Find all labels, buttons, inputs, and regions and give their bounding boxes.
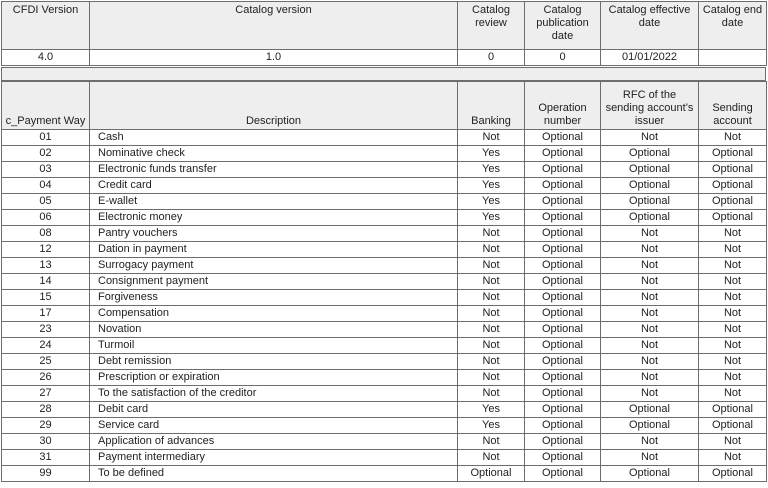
sending-account-value: Not — [699, 450, 767, 466]
operation-number-value: Optional — [525, 290, 601, 306]
payment-description: Dation in payment — [90, 242, 458, 258]
payment-description: Application of advances — [90, 434, 458, 450]
sending-account-value: Optional — [699, 146, 767, 162]
table-row — [2, 146, 767, 162]
operation-number-value: Optional — [525, 258, 601, 274]
banking-value: Not — [458, 226, 525, 242]
table-row — [2, 226, 767, 242]
rfc-issuer-value: Not — [601, 290, 699, 306]
banking-value: Not — [458, 130, 525, 146]
banking-value: Not — [458, 306, 525, 322]
table-row — [2, 354, 767, 370]
rfc-issuer-value: Not — [601, 434, 699, 450]
operation-number-value: Optional — [525, 434, 601, 450]
header-banking: Banking — [458, 82, 525, 130]
catalog-publication-date-value: 0 — [525, 50, 601, 66]
banking-value: Yes — [458, 402, 525, 418]
sending-account-value: Optional — [699, 162, 767, 178]
sending-account-value: Not — [699, 242, 767, 258]
catalog-version-value: 1.0 — [90, 50, 458, 66]
sending-account-value: Optional — [699, 466, 767, 482]
sending-account-value: Not — [699, 274, 767, 290]
rfc-issuer-value: Not — [601, 450, 699, 466]
operation-number-value: Optional — [525, 162, 601, 178]
operation-number-value: Optional — [525, 306, 601, 322]
catalog-effective-date-value: 01/01/2022 — [601, 50, 699, 66]
banking-value: Yes — [458, 194, 525, 210]
rfc-issuer-value: Not — [601, 242, 699, 258]
rfc-issuer-value: Not — [601, 370, 699, 386]
sending-account-value: Not — [699, 322, 767, 338]
operation-number-value: Optional — [525, 226, 601, 242]
rfc-issuer-value: Optional — [601, 146, 699, 162]
payment-code: 08 — [2, 226, 90, 242]
rfc-issuer-value: Optional — [601, 418, 699, 434]
table-row — [2, 258, 767, 274]
operation-number-value: Optional — [525, 178, 601, 194]
operation-number-value: Optional — [525, 354, 601, 370]
table-row — [2, 450, 767, 466]
table-row — [2, 130, 767, 146]
rfc-issuer-value: Not — [601, 130, 699, 146]
table-row — [2, 274, 767, 290]
rfc-issuer-value: Not — [601, 258, 699, 274]
table-row — [2, 418, 767, 434]
operation-number-value: Optional — [525, 194, 601, 210]
rfc-issuer-value: Optional — [601, 162, 699, 178]
banking-value: Not — [458, 242, 525, 258]
rfc-issuer-value: Not — [601, 338, 699, 354]
banking-value: Not — [458, 290, 525, 306]
operation-number-value: Optional — [525, 450, 601, 466]
sending-account-value: Optional — [699, 402, 767, 418]
sending-account-value: Optional — [699, 418, 767, 434]
payment-description: Pantry vouchers — [90, 226, 458, 242]
table-row — [2, 178, 767, 194]
payment-description: Surrogacy payment — [90, 258, 458, 274]
header-operation-number: Operation number — [525, 82, 601, 130]
catalog-version-table — [1, 1, 767, 66]
operation-number-value: Optional — [525, 338, 601, 354]
header-sending-account: Sending account — [699, 82, 767, 130]
banking-value: Optional — [458, 466, 525, 482]
operation-number-value: Optional — [525, 322, 601, 338]
payment-description: To be defined — [90, 466, 458, 482]
operation-number-value: Optional — [525, 210, 601, 226]
sending-account-value: Not — [699, 338, 767, 354]
payment-code: 29 — [2, 418, 90, 434]
header-cfdi-version: CFDI Version — [2, 2, 90, 50]
table-row — [2, 242, 767, 258]
payment-description: Payment intermediary — [90, 450, 458, 466]
rfc-issuer-value: Optional — [601, 178, 699, 194]
payment-description: Cash — [90, 130, 458, 146]
table-row — [2, 386, 767, 402]
payment-description: Debit card — [90, 402, 458, 418]
payment-code: 13 — [2, 258, 90, 274]
header-rfc-issuer: RFC of the sending account’s issuer — [601, 82, 699, 130]
payment-code: 12 — [2, 242, 90, 258]
banking-value: Yes — [458, 418, 525, 434]
payment-code: 27 — [2, 386, 90, 402]
banking-value: Not — [458, 434, 525, 450]
rfc-issuer-value: Optional — [601, 210, 699, 226]
payment-code: 30 — [2, 434, 90, 450]
payment-description: Nominative check — [90, 146, 458, 162]
sending-account-value: Not — [699, 386, 767, 402]
banking-value: Not — [458, 258, 525, 274]
payment-description: Consignment payment — [90, 274, 458, 290]
payment-description: Electronic money — [90, 210, 458, 226]
payment-code: 23 — [2, 322, 90, 338]
banking-value: Not — [458, 354, 525, 370]
payment-description: Credit card — [90, 178, 458, 194]
version-data-row — [2, 50, 767, 66]
operation-number-value: Optional — [525, 418, 601, 434]
payment-description: Service card — [90, 418, 458, 434]
header-payment-way: c_Payment Way — [2, 82, 90, 130]
catalog-end-date-value — [699, 50, 767, 66]
payment-code: 04 — [2, 178, 90, 194]
header-catalog-review: Catalog review — [458, 2, 525, 50]
banking-value: Not — [458, 338, 525, 354]
payment-code: 02 — [2, 146, 90, 162]
payment-code: 06 — [2, 210, 90, 226]
banking-value: Not — [458, 274, 525, 290]
header-description: Description — [90, 82, 458, 130]
sending-account-value: Optional — [699, 194, 767, 210]
rfc-issuer-value: Optional — [601, 466, 699, 482]
catalog-review-value: 0 — [458, 50, 525, 66]
table-row — [2, 466, 767, 482]
banking-value: Yes — [458, 210, 525, 226]
header-catalog-effective-date: Catalog effective date — [601, 2, 699, 50]
payment-table-body — [2, 130, 767, 482]
header-catalog-version: Catalog version — [90, 2, 458, 50]
payment-code: 24 — [2, 338, 90, 354]
payment-code: 31 — [2, 450, 90, 466]
sending-account-value: Not — [699, 354, 767, 370]
table-row — [2, 322, 767, 338]
payment-code: 01 — [2, 130, 90, 146]
sending-account-value: Not — [699, 434, 767, 450]
payment-header-row — [2, 82, 767, 130]
payment-code: 03 — [2, 162, 90, 178]
operation-number-value: Optional — [525, 386, 601, 402]
payment-code: 15 — [2, 290, 90, 306]
banking-value: Yes — [458, 162, 525, 178]
payment-description: Electronic funds transfer — [90, 162, 458, 178]
table-row — [2, 370, 767, 386]
operation-number-value: Optional — [525, 402, 601, 418]
operation-number-value: Optional — [525, 466, 601, 482]
banking-value: Not — [458, 370, 525, 386]
cfdi-version-value: 4.0 — [2, 50, 90, 66]
sending-account-value: Not — [699, 226, 767, 242]
sending-account-value: Not — [699, 290, 767, 306]
header-catalog-end-date: Catalog end date — [699, 2, 767, 50]
header-catalog-publication-date: Catalog publication date — [525, 2, 601, 50]
sending-account-value: Not — [699, 370, 767, 386]
table-row — [2, 434, 767, 450]
version-header-row — [2, 2, 767, 50]
payment-code: 25 — [2, 354, 90, 370]
table-row — [2, 338, 767, 354]
rfc-issuer-value: Not — [601, 322, 699, 338]
sending-account-value: Not — [699, 130, 767, 146]
sending-account-value: Optional — [699, 210, 767, 226]
payment-way-table — [1, 81, 767, 482]
payment-description: To the satisfaction of the creditor — [90, 386, 458, 402]
rfc-issuer-value: Optional — [601, 402, 699, 418]
banking-value: Yes — [458, 146, 525, 162]
payment-code: 99 — [2, 466, 90, 482]
payment-description: Forgiveness — [90, 290, 458, 306]
operation-number-value: Optional — [525, 242, 601, 258]
table-row — [2, 402, 767, 418]
operation-number-value: Optional — [525, 146, 601, 162]
table-row — [2, 290, 767, 306]
rfc-issuer-value: Not — [601, 226, 699, 242]
rfc-issuer-value: Not — [601, 354, 699, 370]
payment-code: 14 — [2, 274, 90, 290]
operation-number-value: Optional — [525, 370, 601, 386]
rfc-issuer-value: Not — [601, 274, 699, 290]
payment-description: Prescription or expiration — [90, 370, 458, 386]
payment-code: 28 — [2, 402, 90, 418]
banking-value: Not — [458, 450, 525, 466]
table-separator — [1, 67, 766, 81]
payment-description: Turmoil — [90, 338, 458, 354]
sending-account-value: Not — [699, 258, 767, 274]
payment-description: Compensation — [90, 306, 458, 322]
banking-value: Yes — [458, 178, 525, 194]
banking-value: Not — [458, 386, 525, 402]
operation-number-value: Optional — [525, 130, 601, 146]
sending-account-value: Optional — [699, 178, 767, 194]
table-row — [2, 194, 767, 210]
rfc-issuer-value: Not — [601, 386, 699, 402]
operation-number-value: Optional — [525, 274, 601, 290]
payment-code: 26 — [2, 370, 90, 386]
rfc-issuer-value: Not — [601, 306, 699, 322]
table-row — [2, 162, 767, 178]
payment-description: Novation — [90, 322, 458, 338]
payment-code: 05 — [2, 194, 90, 210]
table-row — [2, 306, 767, 322]
rfc-issuer-value: Optional — [601, 194, 699, 210]
payment-description: Debt remission — [90, 354, 458, 370]
sending-account-value: Not — [699, 306, 767, 322]
banking-value: Not — [458, 322, 525, 338]
payment-code: 17 — [2, 306, 90, 322]
table-row — [2, 210, 767, 226]
payment-description: E-wallet — [90, 194, 458, 210]
